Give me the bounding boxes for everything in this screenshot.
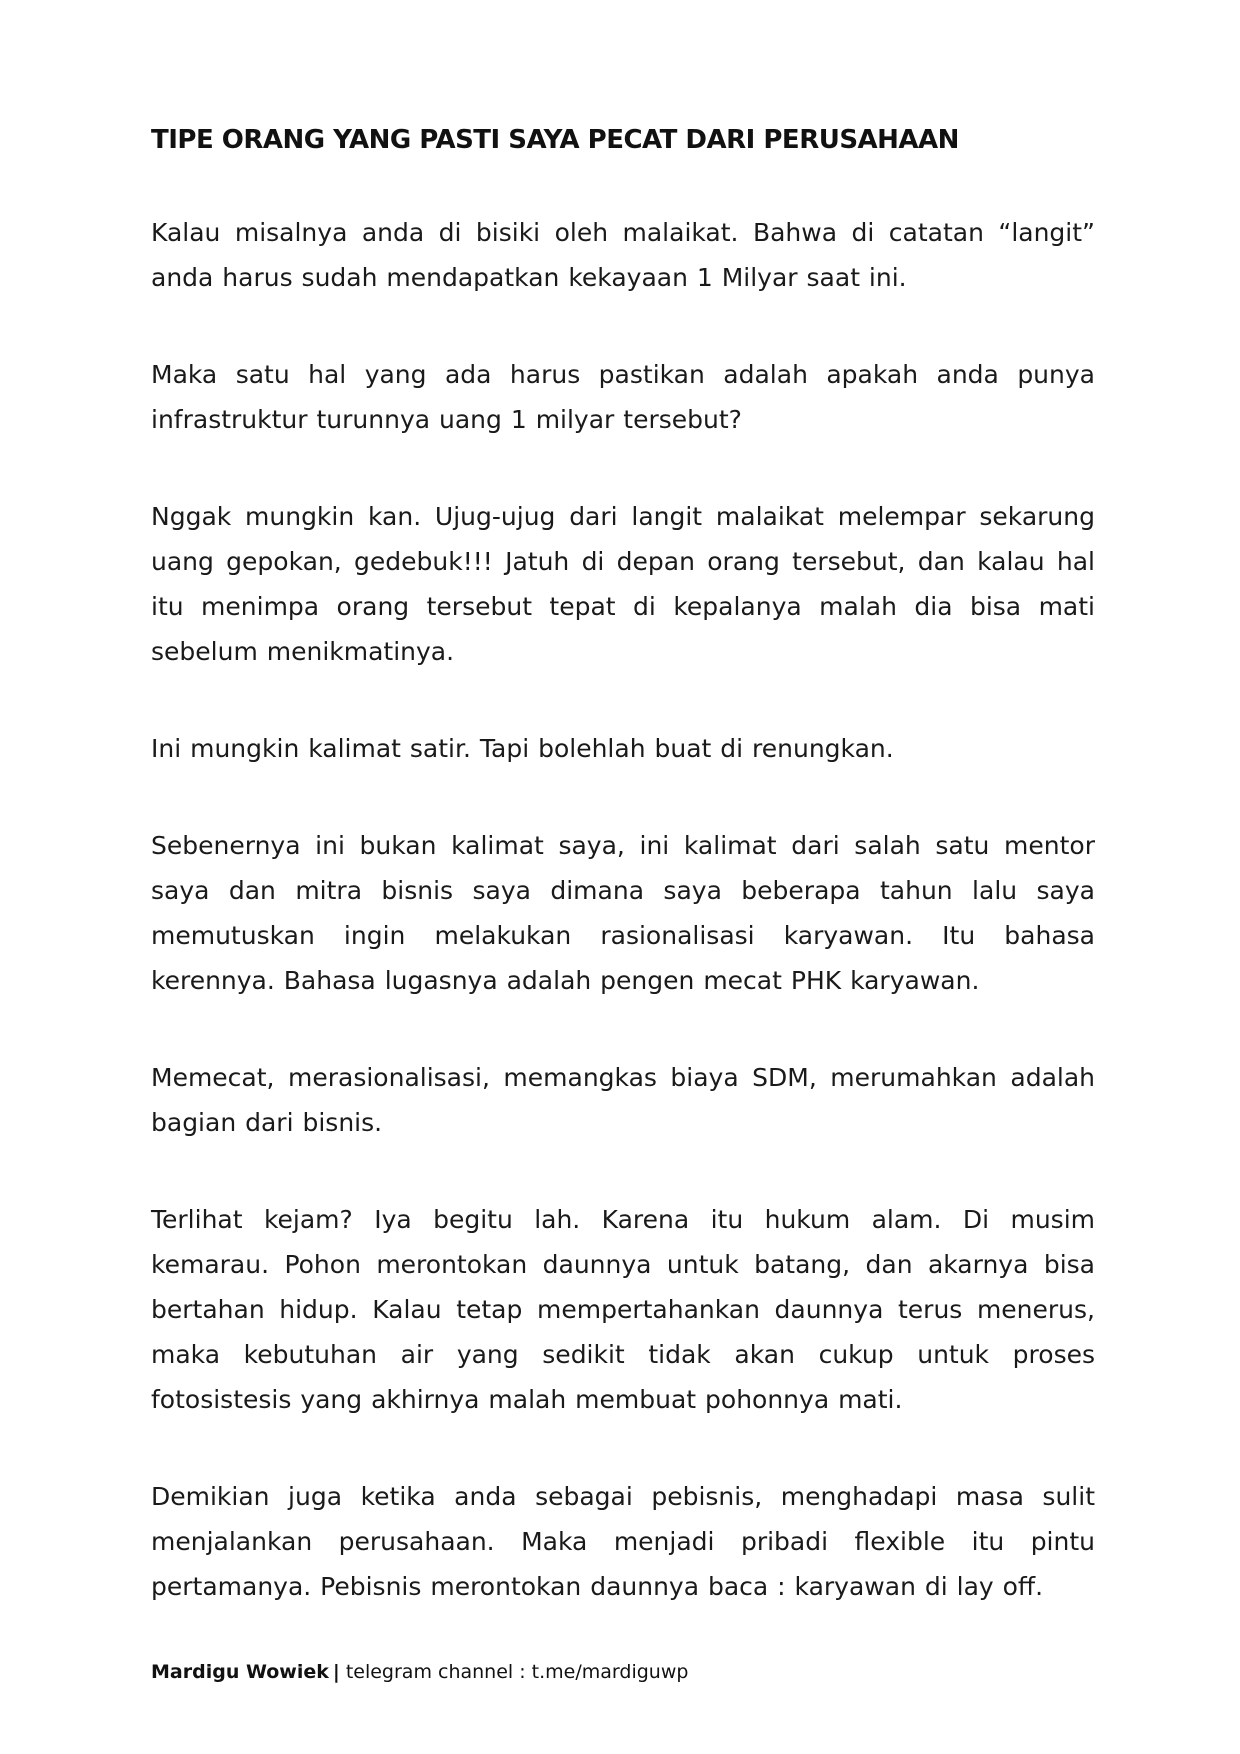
paragraph-2: Maka satu hal yang ada harus pastikan adalah apakah anda punya infrastruktur turunnya uang 1 milyar tersebut? bbox=[151, 360, 1095, 434]
paragraph-3: Nggak mungkin kan. Ujug-ujug dari langit malaikat melempar sekarung uang gepokan, gedebuk!!! Jatuh di depan orang tersebut, dan kalau hal itu menimpa orang tersebut tepat di kepalanya malah dia bisa mati sebelum menikmatinya. bbox=[151, 502, 1095, 666]
footer-author: Mardigu Wowiek bbox=[151, 1661, 329, 1683]
paragraph-6: Memecat, merasionalisasi, memangkas biaya SDM, merumahkan adalah bagian dari bisnis. bbox=[151, 1063, 1095, 1137]
footer-separator: | bbox=[332, 1661, 340, 1683]
paragraph-8: Demikian juga ketika anda sebagai pebisnis, menghadapi masa sulit menjalankan perusahaan. Maka menjadi pribadi flexible itu pintu pertamanya. Pebisnis merontokan daunnya baca : karyawan di lay off. bbox=[151, 1482, 1095, 1601]
paragraph-7: Terlihat kejam? Iya begitu lah. Karena itu hukum alam. Di musim kemarau. Pohon merontokan daunnya untuk batang, dan akarnya bisa bertahan hidup. Kalau tetap mempertahankan daunnya terus menerus, maka kebutuhan air yang sedikit tidak akan cukup untuk proses fotosistesis yang akhirnya malah membuat pohonnya mati. bbox=[151, 1205, 1095, 1414]
paragraph-1: Kalau misalnya anda di bisiki oleh malaikat. Bahwa di catatan “langit” anda harus sudah mendapatkan kekayaan 1 Milyar saat ini. bbox=[151, 218, 1095, 292]
document-page bbox=[151, 118, 1095, 1661]
paragraph-4: Ini mungkin kalimat satir. Tapi bolehlah buat di renungkan. bbox=[151, 734, 894, 763]
document-title: TIPE ORANG YANG PASTI SAYA PECAT DARI PERUSAHAAN bbox=[151, 125, 959, 155]
footer-channel: telegram channel : t.me/mardiguwp bbox=[345, 1661, 689, 1683]
page-footer bbox=[151, 1661, 688, 1683]
paragraph-5: Sebenernya ini bukan kalimat saya, ini kalimat dari salah satu mentor saya dan mitra bisnis saya dimana saya beberapa tahun lalu saya memutuskan ingin melakukan rasionalisasi karyawan. Itu bahasa kerennya. Bahasa lugasnya adalah pengen mecat PHK karyawan. bbox=[151, 831, 1095, 995]
